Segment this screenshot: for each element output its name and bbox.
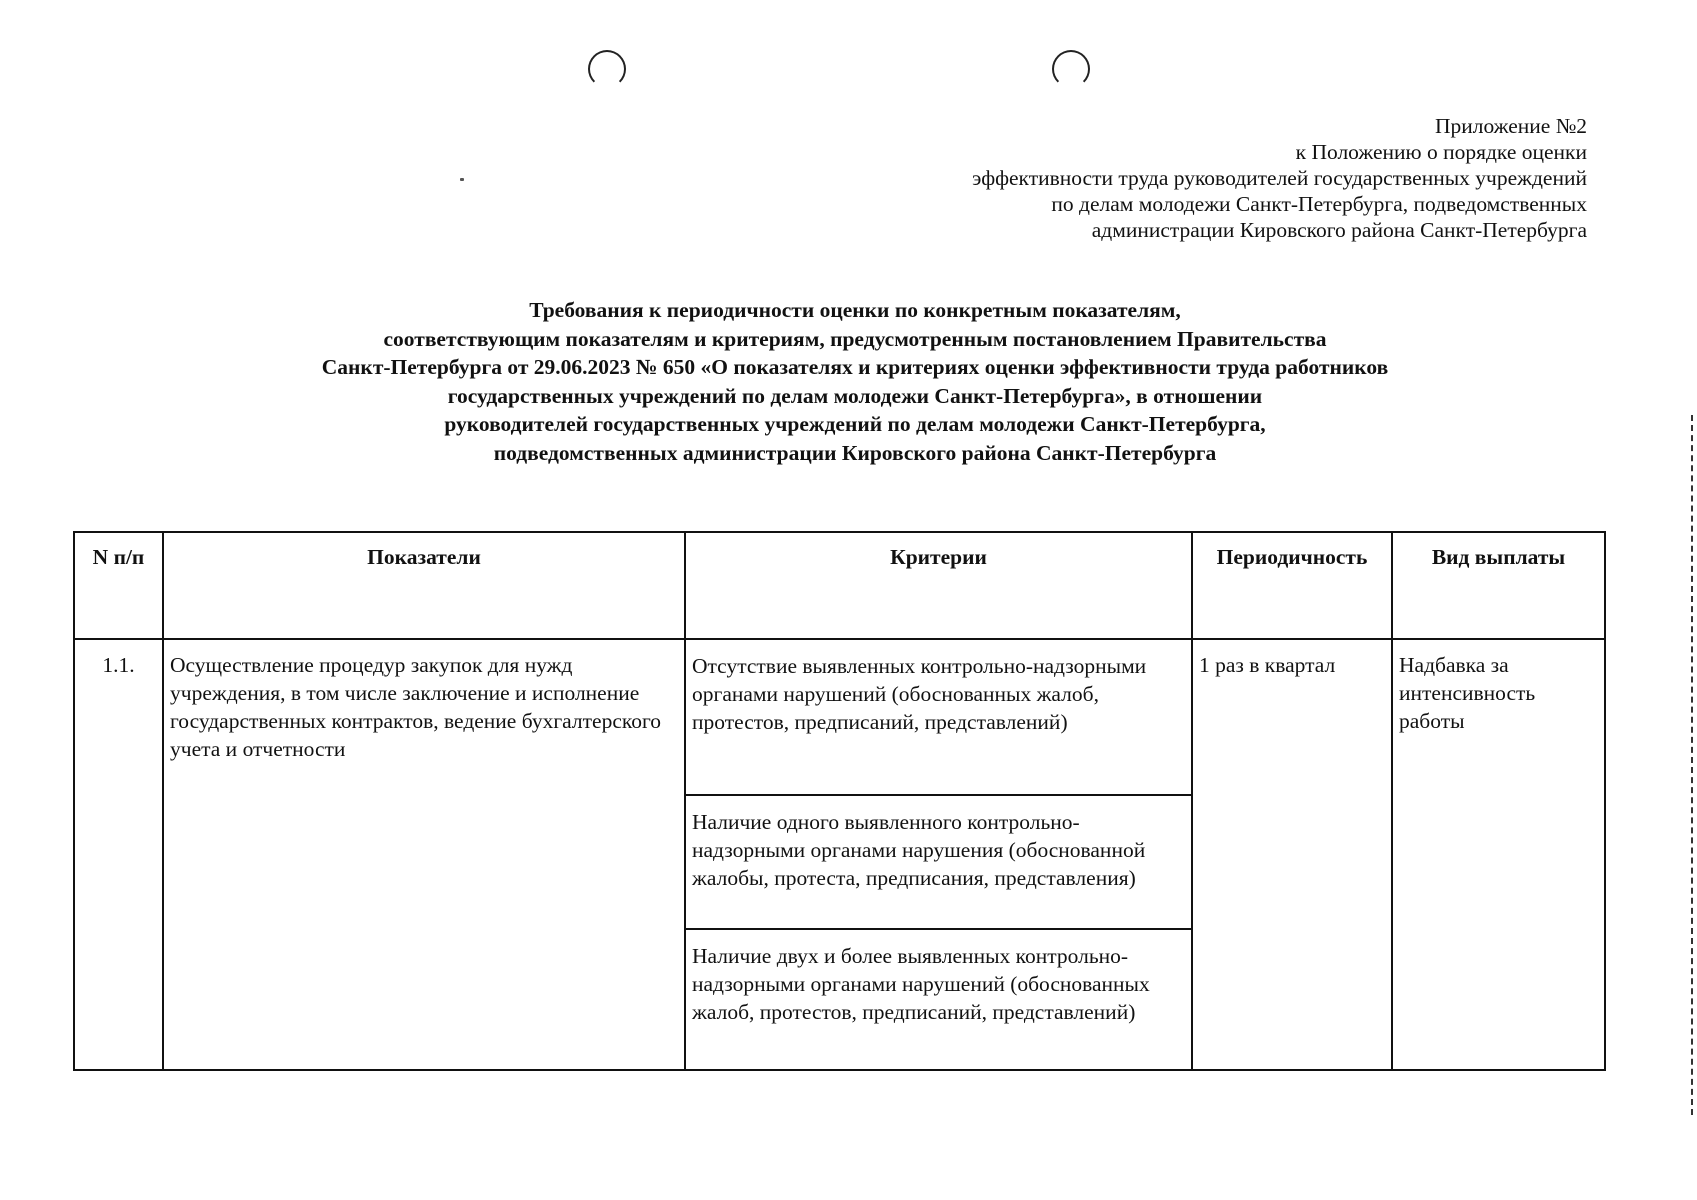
header-indicators: Показатели <box>163 532 685 639</box>
criterion-item: Отсутствие выявленных контрольно-надзорными органами нарушений (обоснованных жалоб, протестов, предписаний, представлений) <box>686 640 1191 796</box>
punch-hole-right-icon <box>1052 50 1090 88</box>
title-line: Санкт-Петербурга от 29.06.2023 № 650 «О показателях и критериях оценки эффективности труда работников <box>321 355 1389 380</box>
title-line: соответствующим показателям и критериям, предусмотренным постановлением Правительства <box>383 326 1327 351</box>
header-periodicity: Периодичность <box>1192 532 1392 639</box>
appendix-line: к Положению о порядке оценки <box>1295 140 1587 164</box>
title-line: руководителей государственных учреждений по делам молодежи Санкт-Петербурга, <box>444 412 1266 437</box>
row-criteria <box>685 639 1192 1070</box>
title-line: подведомственных администрации Кировского района Санкт-Петербурга <box>493 440 1217 465</box>
appendix-line: Приложение №2 <box>1434 114 1587 138</box>
appendix-line: по делам молодежи Санкт-Петербурга, подведомственных <box>1051 192 1587 216</box>
criterion-item: Наличие одного выявленного контрольно-надзорными органами нарушения (обоснованной жалобы, протеста, предписания, представления) <box>686 796 1191 930</box>
appendix-note <box>972 113 1587 243</box>
header-criteria: Критерии <box>685 532 1192 639</box>
scan-edge-artifact <box>1690 415 1693 1115</box>
row-payment-type: Надбавка за интенсивность работы <box>1392 639 1605 1070</box>
row-periodicity: 1 раз в квартал <box>1192 639 1392 1070</box>
row-number: 1.1. <box>74 639 163 1070</box>
appendix-line: эффективности труда руководителей государственных учреждений <box>972 166 1587 190</box>
header-number: N п/п <box>74 532 163 639</box>
table-header-row <box>74 532 1605 639</box>
row-indicator: Осуществление процедур закупок для нужд учреждения, в том числе заключение и исполнение государственных контрактов, ведение бухгалтерского учета и отчетности <box>163 639 685 1070</box>
scan-speck <box>460 178 464 181</box>
punch-hole-left-icon <box>588 50 626 88</box>
table-row <box>74 639 1605 1070</box>
criterion-item: Наличие двух и более выявленных контрольно-надзорными органами нарушений (обоснованных жалоб, протестов, предписаний, представлений) <box>692 944 1150 1024</box>
appendix-line: администрации Кировского района Санкт-Петербурга <box>1091 218 1587 242</box>
requirements-table <box>73 531 1606 1071</box>
title-line: государственных учреждений по делам молодежи Санкт-Петербурга», в отношении <box>447 383 1263 408</box>
title-line: Требования к периодичности оценки по конкретным показателям, <box>529 298 1181 322</box>
document-title <box>150 296 1560 468</box>
header-payment-type: Вид выплаты <box>1392 532 1605 639</box>
